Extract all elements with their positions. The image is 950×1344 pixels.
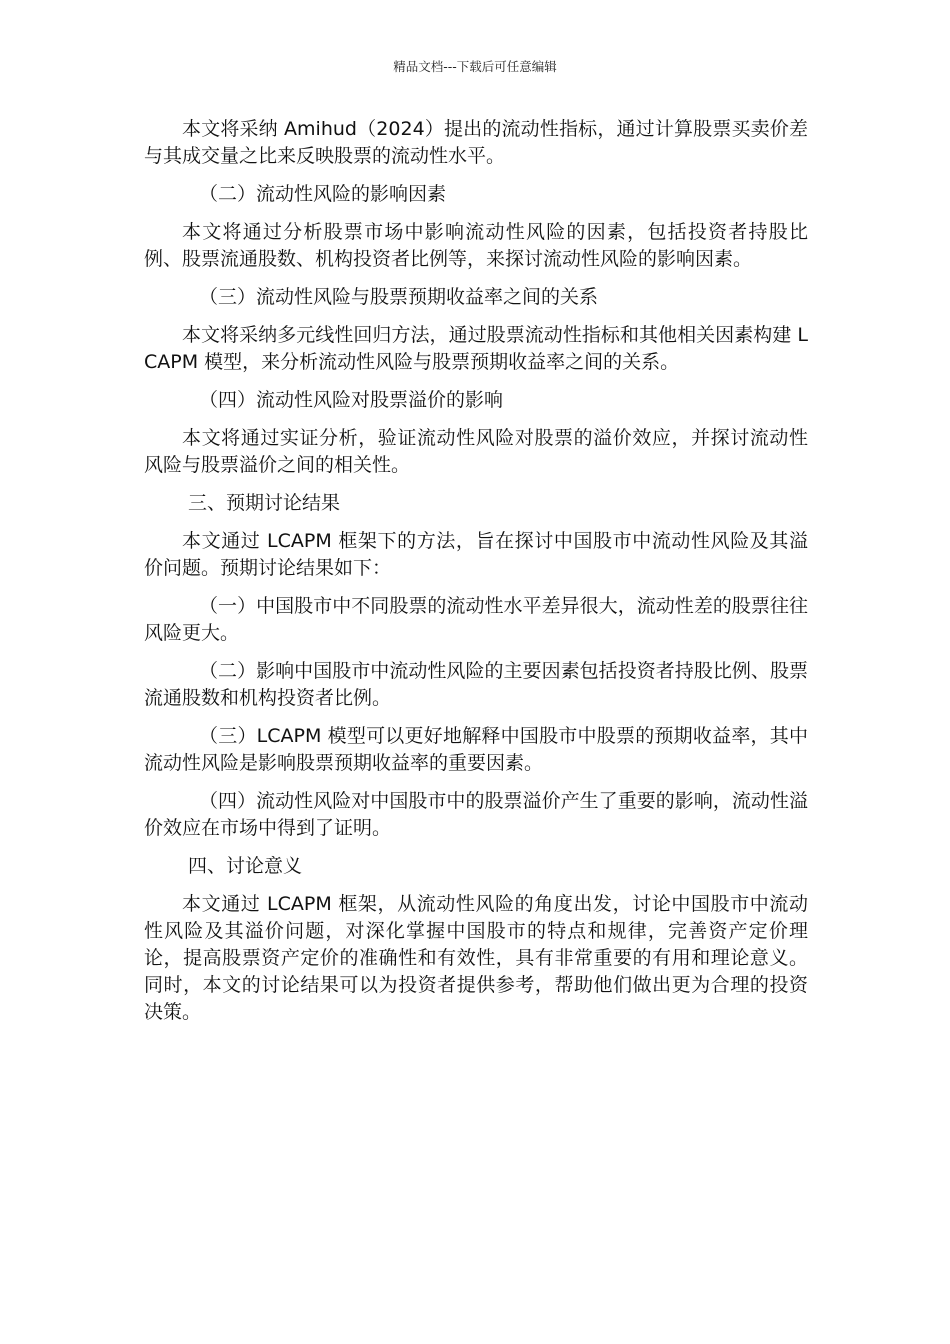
document-body xyxy=(144,116,808,1037)
result-item-2: （二）影响中国股市中流动性风险的主要因素包括投资者持股比例、股票流通股数和机构投资者比例。 xyxy=(144,660,808,709)
page-header: 精品文档---下载后可任意编辑 xyxy=(393,59,557,74)
subheading-influencing-factors: （二）流动性风险的影响因素 xyxy=(199,183,447,205)
subheading-risk-return-relation: （三）流动性风险与股票预期收益率之间的关系 xyxy=(199,286,599,308)
result-item-1: （一）中国股市中不同股票的流动性水平差异很大，流动性差的股票往往风险更大。 xyxy=(144,595,808,644)
result-item-4: （四）流动性风险对中国股市中的股票溢价产生了重要的影响，流动性溢价效应在市场中得到了证明。 xyxy=(144,790,808,839)
section-heading-expected-results: 三、预期讨论结果 xyxy=(188,492,341,514)
paragraph-influencing-factors: 本文将通过分析股票市场中影响流动性风险的因素，包括投资者持股比例、股票流通股数、机构投资者比例等，来探讨流动性风险的影响因素。 xyxy=(144,221,808,270)
section-heading-significance: 四、讨论意义 xyxy=(188,855,303,877)
paragraph-liquidity-indicator: 本文将采纳 Amihud（2024）提出的流动性指标，通过计算股票买卖价差与其成交量之比来反映股票的流动性水平。 xyxy=(144,118,808,167)
paragraph-premium-impact: 本文将通过实证分析，验证流动性风险对股票的溢价效应，并探讨流动性风险与股票溢价之间的相关性。 xyxy=(144,427,808,476)
subheading-premium-impact: （四）流动性风险对股票溢价的影响 xyxy=(199,389,504,411)
paragraph-significance: 本文通过 LCAPM 框架，从流动性风险的角度出发，讨论中国股市中流动性风险及其溢价问题，对深化掌握中国股市的特点和规律，完善资产定价理论，提高股票资产定价的准确性和有效性，具有非常重要的有用和理论意义。同时，本文的讨论结果可以为投资者提供参考，帮助他们做出更为合理的投资决策。 xyxy=(144,893,808,1023)
result-item-3: （三）LCAPM 模型可以更好地解释中国股市中股票的预期收益率，其中流动性风险是影响股票预期收益率的重要因素。 xyxy=(144,725,808,774)
paragraph-risk-return-relation: 本文将采纳多元线性回归方法，通过股票流动性指标和其他相关因素构建 LCAPM 模型，来分析流动性风险与股票预期收益率之间的关系。 xyxy=(144,324,808,373)
paragraph-expected-results-intro: 本文通过 LCAPM 框架下的方法，旨在探讨中国股市中流动性风险及其溢价问题。预期讨论结果如下： xyxy=(144,530,808,579)
